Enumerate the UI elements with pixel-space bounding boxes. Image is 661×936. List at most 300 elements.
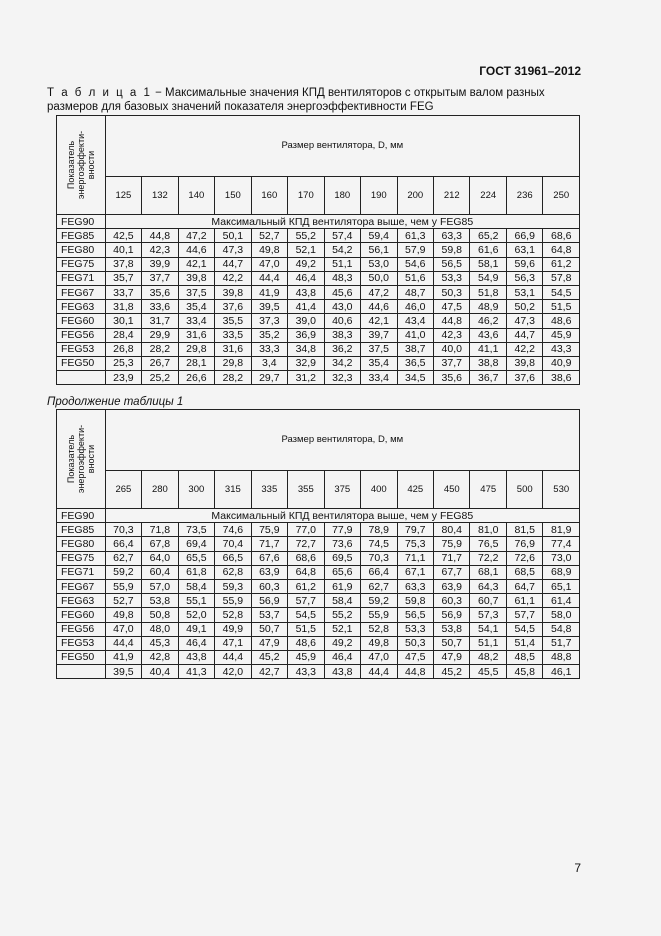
value-cell: 33,5 [215,328,251,342]
table-row [57,636,580,650]
value-cell: 67,1 [397,565,433,579]
value-cell: 38,6 [543,371,580,385]
value-cell: 72,7 [288,537,324,551]
value-cell: 44,4 [105,636,141,650]
value-cell: 42,3 [434,328,470,342]
value-cell: 41,1 [470,342,506,356]
value-cell: 65,1 [543,579,580,593]
value-cell: 26,7 [142,356,178,370]
size-cell: 190 [361,177,397,215]
value-cell: 40,6 [324,314,360,328]
value-cell: 76,9 [506,537,542,551]
value-cell: 52,8 [215,608,251,622]
value-cell: 50,3 [434,285,470,299]
value-cell: 54,5 [506,622,542,636]
value-cell: 67,6 [251,551,287,565]
value-cell: 42,1 [361,314,397,328]
value-cell: 47,5 [397,650,433,664]
row-label: FEG63 [57,300,106,314]
row-label: FEG80 [57,243,106,257]
size-cell: 335 [251,471,287,509]
size-cell: 132 [142,177,178,215]
value-cell: 80,4 [434,523,470,537]
value-cell: 39,5 [105,665,141,679]
value-cell: 25,2 [142,371,178,385]
value-cell: 53,3 [397,622,433,636]
value-cell: 44,4 [361,665,397,679]
value-cell: 60,4 [142,565,178,579]
table-row [57,608,580,622]
value-cell: 55,9 [105,579,141,593]
value-cell: 73,5 [178,523,214,537]
value-cell: 47,5 [434,300,470,314]
table-row [57,594,580,608]
value-cell: 48,2 [470,650,506,664]
value-cell: 29,8 [215,356,251,370]
value-cell: 49,8 [361,636,397,650]
value-cell: 55,9 [361,608,397,622]
value-cell: 58,0 [543,608,580,622]
size-cell: 425 [397,471,433,509]
value-cell: 67,7 [434,565,470,579]
value-cell: 47,0 [105,622,141,636]
table-row [57,551,580,565]
feg90-note: Максимальный КПД вентилятора выше, чем у FEG85 [105,509,579,523]
value-cell: 50,3 [397,636,433,650]
value-cell: 52,1 [288,243,324,257]
value-cell: 64,3 [470,579,506,593]
row-label [57,371,106,385]
value-cell: 35,6 [434,371,470,385]
value-cell: 58,4 [178,579,214,593]
value-cell: 68,5 [506,565,542,579]
value-cell: 36,9 [288,328,324,342]
row-label: FEG60 [57,314,106,328]
value-cell: 31,6 [215,342,251,356]
value-cell: 51,5 [543,300,580,314]
value-cell: 35,7 [105,271,141,285]
value-cell: 60,7 [470,594,506,608]
row-header [57,410,106,509]
table-row [57,229,580,243]
row-label: FEG60 [57,608,106,622]
value-cell: 53,0 [361,257,397,271]
size-cell: 250 [543,177,580,215]
value-cell: 64,8 [288,565,324,579]
size-cell: 150 [215,177,251,215]
size-cell: 400 [361,471,397,509]
value-cell: 46,4 [324,650,360,664]
value-cell: 56,1 [361,243,397,257]
value-cell: 54,6 [397,257,433,271]
value-cell: 52,8 [361,622,397,636]
value-cell: 44,7 [506,328,542,342]
size-cell: 375 [324,471,360,509]
value-cell: 58,4 [324,594,360,608]
value-cell: 26,8 [105,342,141,356]
value-cell: 51,1 [470,636,506,650]
value-cell: 77,9 [324,523,360,537]
value-cell: 52,7 [105,594,141,608]
value-cell: 57,0 [142,579,178,593]
value-cell: 59,3 [215,579,251,593]
value-cell: 70,3 [105,523,141,537]
row-label: FEG80 [57,537,106,551]
value-cell: 33,4 [178,314,214,328]
value-cell: 66,9 [506,229,542,243]
value-cell: 45,2 [434,665,470,679]
value-cell: 48,8 [543,650,580,664]
row-label: FEG56 [57,622,106,636]
value-cell: 49,9 [215,622,251,636]
value-cell: 50,2 [506,300,542,314]
value-cell: 57,8 [543,271,580,285]
value-cell: 47,9 [434,650,470,664]
row-label: FEG90 [57,509,106,523]
value-cell: 57,3 [470,608,506,622]
size-cell: 125 [105,177,141,215]
value-cell: 42,8 [142,650,178,664]
value-cell: 33,6 [142,300,178,314]
value-cell: 72,2 [470,551,506,565]
value-cell: 74,6 [215,523,251,537]
value-cell: 44,8 [142,229,178,243]
value-cell: 62,7 [105,551,141,565]
value-cell: 56,5 [434,257,470,271]
row-label: FEG63 [57,594,106,608]
value-cell: 38,3 [324,328,360,342]
value-cell: 34,5 [397,371,433,385]
row-label: FEG90 [57,215,106,229]
value-cell: 53,7 [251,608,287,622]
value-cell: 70,3 [361,551,397,565]
value-cell: 59,4 [361,229,397,243]
value-cell: 46,0 [397,300,433,314]
value-cell: 42,2 [506,342,542,356]
value-cell: 56,3 [506,271,542,285]
value-cell: 46,1 [543,665,580,679]
value-cell: 61,1 [506,594,542,608]
value-cell: 50,7 [434,636,470,650]
value-cell: 48,0 [142,622,178,636]
value-cell: 50,7 [251,622,287,636]
value-cell: 45,2 [251,650,287,664]
value-cell: 31,2 [288,371,324,385]
row-label: FEG50 [57,356,106,370]
size-cell: 236 [506,177,542,215]
standard-header: ГОСТ 31961–2012 [479,64,581,78]
size-cell: 140 [178,177,214,215]
value-cell: 75,3 [397,537,433,551]
value-cell: 3,4 [251,356,287,370]
size-cell: 450 [434,471,470,509]
value-cell: 74,5 [361,537,397,551]
value-cell: 48,3 [324,271,360,285]
value-cell: 25,3 [105,356,141,370]
size-cell: 500 [506,471,542,509]
size-cell: 200 [397,177,433,215]
value-cell: 54,9 [470,271,506,285]
value-cell: 28,4 [105,328,141,342]
row-label: FEG53 [57,636,106,650]
row-label: FEG56 [57,328,106,342]
value-cell: 37,7 [434,356,470,370]
value-cell: 53,1 [506,285,542,299]
value-cell: 47,1 [215,636,251,650]
value-cell: 48,6 [543,314,580,328]
table-row [57,243,580,257]
value-cell: 28,1 [178,356,214,370]
value-cell: 56,9 [251,594,287,608]
value-cell: 69,5 [324,551,360,565]
size-cell: 212 [434,177,470,215]
value-cell: 81,5 [506,523,542,537]
value-cell: 33,3 [251,342,287,356]
value-cell: 68,6 [543,229,580,243]
value-cell: 45,8 [506,665,542,679]
size-header: Размер вентилятора, D, мм [105,116,579,177]
value-cell: 42,0 [215,665,251,679]
value-cell: 71,7 [251,537,287,551]
value-cell: 47,9 [251,636,287,650]
value-cell: 39,5 [251,300,287,314]
value-cell: 37,3 [251,314,287,328]
value-cell: 32,3 [324,371,360,385]
value-cell: 52,1 [324,622,360,636]
value-cell: 71,1 [397,551,433,565]
value-cell: 66,4 [105,537,141,551]
row-label: FEG67 [57,285,106,299]
value-cell: 52,0 [178,608,214,622]
size-cell: 315 [215,471,251,509]
value-cell: 77,4 [543,537,580,551]
value-cell: 44,8 [397,665,433,679]
value-cell: 47,2 [178,229,214,243]
value-cell: 64,0 [142,551,178,565]
value-cell: 37,6 [506,371,542,385]
value-cell: 54,5 [288,608,324,622]
value-cell: 43,3 [288,665,324,679]
value-cell: 43,8 [178,650,214,664]
value-cell: 36,2 [324,342,360,356]
value-cell: 39,9 [142,257,178,271]
value-cell: 39,7 [361,328,397,342]
value-cell: 26,6 [178,371,214,385]
row-label: FEG75 [57,551,106,565]
value-cell: 53,8 [142,594,178,608]
value-cell: 39,8 [215,285,251,299]
value-cell: 37,8 [105,257,141,271]
value-cell: 53,8 [434,622,470,636]
value-cell: 47,3 [215,243,251,257]
value-cell: 47,0 [251,257,287,271]
value-cell: 66,5 [215,551,251,565]
value-cell: 63,1 [506,243,542,257]
value-cell: 37,7 [142,271,178,285]
feg90-note: Максимальный КПД вентилятора выше, чем у FEG85 [105,215,579,229]
value-cell: 44,4 [215,650,251,664]
value-cell: 60,3 [251,579,287,593]
value-cell: 43,3 [543,342,580,356]
value-cell: 41,9 [251,285,287,299]
value-cell: 51,4 [506,636,542,650]
value-cell: 49,1 [178,622,214,636]
size-header: Размер вентилятора, D, мм [105,410,579,471]
value-cell: 51,8 [470,285,506,299]
value-cell: 81,0 [470,523,506,537]
value-cell: 36,7 [470,371,506,385]
value-cell: 47,3 [506,314,542,328]
value-cell: 51,7 [543,636,580,650]
value-cell: 48,9 [470,300,506,314]
table-row [57,314,580,328]
value-cell: 39,8 [506,356,542,370]
value-cell: 29,9 [142,328,178,342]
value-cell: 41,9 [105,650,141,664]
value-cell: 69,4 [178,537,214,551]
value-cell: 68,6 [288,551,324,565]
value-cell: 43,8 [324,665,360,679]
value-cell: 63,3 [397,579,433,593]
value-cell: 76,5 [470,537,506,551]
value-cell: 31,8 [105,300,141,314]
value-cell: 31,6 [178,328,214,342]
value-cell: 71,7 [434,551,470,565]
value-cell: 51,6 [397,271,433,285]
row-label: FEG53 [57,342,106,356]
table-row [57,371,580,385]
value-cell: 54,1 [470,622,506,636]
value-cell: 28,2 [142,342,178,356]
row-label: FEG75 [57,257,106,271]
table-row [57,665,580,679]
value-cell: 79,7 [397,523,433,537]
value-cell: 55,9 [215,594,251,608]
value-cell: 43,8 [288,285,324,299]
value-cell: 67,8 [142,537,178,551]
size-cell: 300 [178,471,214,509]
value-cell: 61,9 [324,579,360,593]
value-cell: 46,2 [470,314,506,328]
value-cell: 61,6 [470,243,506,257]
value-cell: 53,3 [434,271,470,285]
value-cell: 75,9 [251,523,287,537]
value-cell: 60,3 [434,594,470,608]
value-cell: 75,9 [434,537,470,551]
value-cell: 39,0 [288,314,324,328]
value-cell: 61,8 [178,565,214,579]
value-cell: 54,2 [324,243,360,257]
value-cell: 56,5 [397,608,433,622]
row-header-label: Показатель энергоэффекти-вности [65,424,96,494]
size-cell: 355 [288,471,324,509]
value-cell: 72,6 [506,551,542,565]
value-cell: 35,4 [178,300,214,314]
value-cell: 43,0 [324,300,360,314]
value-cell: 48,6 [288,636,324,650]
value-cell: 38,8 [470,356,506,370]
value-cell: 44,7 [215,257,251,271]
value-cell: 64,7 [506,579,542,593]
value-cell: 62,8 [215,565,251,579]
value-cell: 59,8 [397,594,433,608]
value-cell: 40,0 [434,342,470,356]
size-cell: 475 [470,471,506,509]
value-cell: 66,4 [361,565,397,579]
value-cell: 34,8 [288,342,324,356]
value-cell: 48,7 [397,285,433,299]
value-cell: 48,5 [506,650,542,664]
value-cell: 45,9 [288,650,324,664]
value-cell: 51,1 [324,257,360,271]
table-row [57,356,580,370]
value-cell: 50,8 [142,608,178,622]
value-cell: 65,6 [324,565,360,579]
row-label: FEG85 [57,229,106,243]
value-cell: 41,0 [397,328,433,342]
value-cell: 44,6 [361,300,397,314]
value-cell: 73,6 [324,537,360,551]
value-cell: 42,1 [178,257,214,271]
value-cell: 42,7 [251,665,287,679]
value-cell: 59,2 [361,594,397,608]
value-cell: 39,8 [178,271,214,285]
value-cell: 29,8 [178,342,214,356]
value-cell: 38,7 [397,342,433,356]
size-cell: 170 [288,177,324,215]
value-cell: 33,7 [105,285,141,299]
value-cell: 62,7 [361,579,397,593]
value-cell: 68,9 [543,565,580,579]
value-cell: 32,9 [288,356,324,370]
value-cell: 41,3 [178,665,214,679]
value-cell: 28,2 [215,371,251,385]
size-cell: 180 [324,177,360,215]
value-cell: 70,4 [215,537,251,551]
value-cell: 45,3 [142,636,178,650]
value-cell: 31,7 [142,314,178,328]
value-cell: 50,0 [361,271,397,285]
value-cell: 78,9 [361,523,397,537]
value-cell: 23,9 [105,371,141,385]
value-cell: 40,4 [142,665,178,679]
row-label: FEG71 [57,271,106,285]
value-cell: 68,1 [470,565,506,579]
value-cell: 35,5 [215,314,251,328]
value-cell: 54,8 [543,622,580,636]
value-cell: 59,6 [506,257,542,271]
value-cell: 41,4 [288,300,324,314]
value-cell: 61,4 [543,594,580,608]
value-cell: 81,9 [543,523,580,537]
value-cell: 51,5 [288,622,324,636]
value-cell: 37,5 [178,285,214,299]
value-cell: 44,4 [251,271,287,285]
value-cell: 52,7 [251,229,287,243]
row-label [57,665,106,679]
value-cell: 61,3 [397,229,433,243]
value-cell: 55,1 [178,594,214,608]
size-cell: 530 [543,471,580,509]
value-cell: 77,0 [288,523,324,537]
value-cell: 45,6 [324,285,360,299]
page-number: 7 [574,861,581,875]
caption-text: − Максимальные значения КПД вентиляторов с открытым валом разных размеров для базовых значений показателя энергоэффективности FEG [47,87,545,113]
table-row [57,257,580,271]
value-cell: 55,2 [288,229,324,243]
table-row [57,565,580,579]
row-header-label: Показатель энергоэффекти-вности [65,130,96,200]
